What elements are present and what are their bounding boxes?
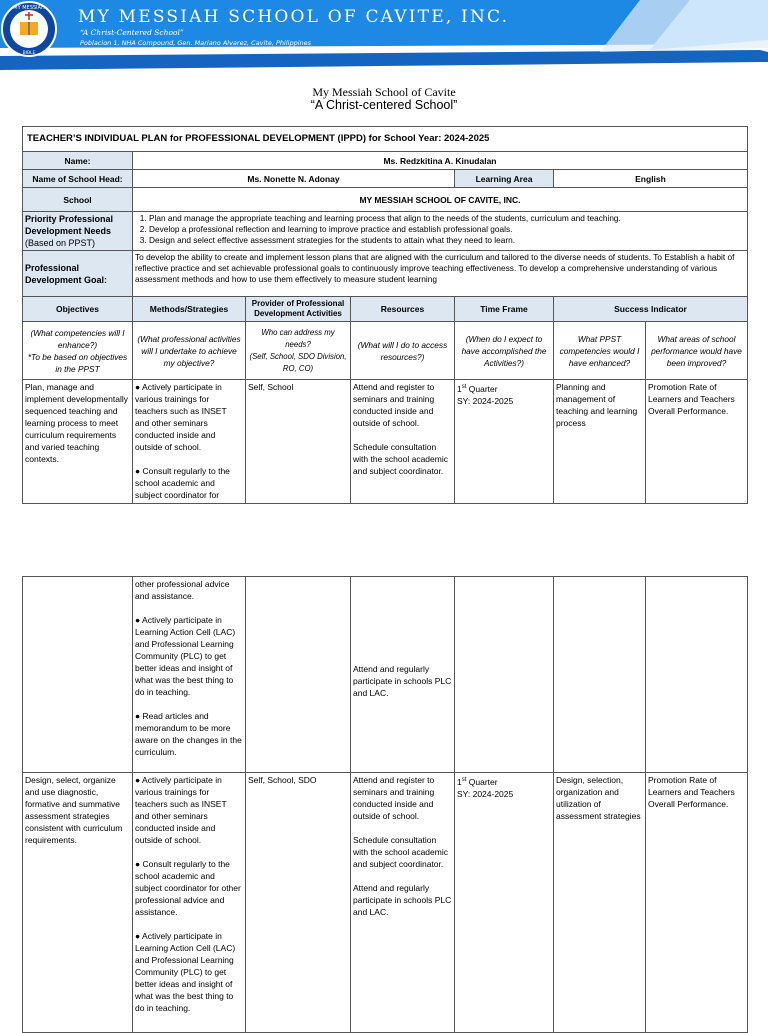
school-value: MY MESSIAH SCHOOL OF CAVITE, INC. (133, 188, 748, 212)
row1-success-school: Promotion Rate of Learners and Teachers Overall Performance. (646, 380, 748, 504)
priority-item: 3. Design and select effective assessment strategies for the students to attain what they need to learn. (149, 235, 745, 246)
priority-list-cell (133, 212, 748, 251)
col-success: Success Indicator (554, 297, 748, 322)
quarter-number: 1 (457, 383, 462, 394)
goal-label: Professional Development Goal: (23, 251, 133, 297)
priority-item: 2. Develop a professional reflection and learning to improve practice and establish professional goals. (149, 224, 745, 235)
resource-item: Attend and register to seminars and training conducted inside and outside of school. (353, 382, 435, 428)
learning-area-label: Learning Area (455, 170, 554, 188)
col-timeframe: Time Frame (455, 297, 554, 322)
row2-methods (133, 773, 246, 1033)
row1-success-ppst: Planning and management of teaching and learning process (554, 380, 646, 504)
priority-label-cell (23, 212, 133, 251)
banner-motto: “A Christ-Centered School” (80, 28, 184, 37)
col-methods: Methods/Strategies (133, 297, 246, 322)
quarter-number: 1 (457, 776, 462, 787)
priority-sub: (Based on PPST) (25, 238, 96, 248)
cont-success-school (646, 577, 748, 773)
row2-success-school: Promotion Rate of Learners and Teachers Overall Performance. (646, 773, 748, 1033)
row1-methods (133, 380, 246, 504)
col-resources: Resources (351, 297, 455, 322)
row2-success-ppst: Design, selection, organization and utilization of assessment strategies (554, 773, 646, 1033)
heading-school: My Messiah School of Cavite (312, 85, 456, 99)
guide-timeframe: (When do I expect to have accomplished the Activities?) (455, 322, 554, 380)
row1-timeframe (455, 380, 554, 504)
col-objectives: Objectives (23, 297, 133, 322)
priority-label: Priority Professional Development Needs (25, 214, 114, 236)
row1-resources (351, 380, 455, 504)
method-item: ● Actively participate in Learning Action Cell (LAC) and Professional Learning Community (PLC) to get better ideas and insight of what was the best thing to do in teaching. (135, 615, 236, 697)
guide-success-ppst: What PPST competencies would I have enhanced? (554, 322, 646, 380)
guide-resources: (What will I do to access resources?) (351, 322, 455, 380)
guide-provider: Who can address my needs? (Self, School, SDO Division, RO, CO) (246, 322, 351, 380)
learning-area-value: English (554, 170, 748, 188)
priority-item: 1. Plan and manage the appropriate teaching and learning process that align to the needs of the students, curriculum and teaching. (149, 213, 745, 224)
resource-item: Attend and register to seminars and training conducted inside and outside of school. (353, 775, 435, 821)
method-item: ● Actively participate in various trainings for teachers such as INSET and other seminars conducted inside and outside of school. (135, 382, 227, 452)
cont-methods (133, 577, 246, 773)
resource-item: Attend and regularly participate in schools PLC and LAC. (353, 883, 452, 917)
cont-objective (23, 577, 133, 773)
method-item: ● Read articles and memorandum to be more aware on the changes in the curriculum. (135, 711, 242, 757)
row1-objective: Plan, manage and implement developmentally sequenced teaching and learning process to meet curriculum requirements and varied teaching contexts. (23, 380, 133, 504)
school-head-label: Name of School Head: (23, 170, 133, 188)
svg-text:BIBLE: BIBLE (22, 51, 36, 56)
method-item: ● Consult regularly to the school academic and subject coordinator for other professional advice and assistance. (135, 859, 241, 917)
guide-success-school: What areas of school performance would have been improved? (646, 322, 748, 380)
method-item: other professional advice and assistance. (135, 579, 230, 601)
row2-provider: Self, School, SDO (246, 773, 351, 1033)
resource-item: Schedule consultation with the school academic and subject coordinator. (353, 442, 448, 476)
school-label: School (23, 188, 133, 212)
svg-text:MY MESSIAH: MY MESSIAH (13, 5, 45, 11)
col-provider: Provider of Professional Development Activities (246, 297, 351, 322)
row1-provider: Self, School (246, 380, 351, 504)
method-item: ● Consult regularly to the school academic and subject coordinator for (135, 466, 230, 500)
guide-objectives: (What competencies will I enhance?) *To be based on objectives in the PPST (23, 322, 133, 380)
resource-item: Schedule consultation with the school academic and subject coordinator. (353, 835, 448, 869)
banner-address: Poblacion 1, NHA Compound, Gen. Mariano Alvarez, Cavite, Philippines (80, 39, 312, 47)
school-year: SY: 2024-2025 (457, 788, 514, 799)
quarter-suffix: st (461, 384, 467, 390)
name-value: Ms. Redzkitina A. Kinudalan (133, 152, 748, 170)
school-head-value: Ms. Nonette N. Adonay (133, 170, 455, 188)
method-item: ● Actively participate in various trainings for teachers such as INSET and other seminars conducted inside and outside of school. (135, 775, 227, 845)
row2-resources (351, 773, 455, 1033)
banner-school-name: MY MESSIAH SCHOOL OF CAVITE, INC. (78, 7, 510, 27)
header-banner (0, 0, 768, 75)
cont-success-ppst (554, 577, 646, 773)
quarter-word: Quarter (466, 383, 498, 394)
goal-value: To develop the ability to create and implement lesson plans that are aligned with the curriculum and tailored to the diverse needs of students. To Establish a habit of reflective practice and set achievable professional goals to continuously improve teaching effectiveness. To develop a comprehensive understanding of various assessment methods and how to use them effectively to measure student learning (133, 251, 748, 297)
table-title: TEACHER’S INDIVIDUAL PLAN for PROFESSIONAL DEVELOPMENT (IPPD) for School Year: 2024-2025 (23, 127, 748, 152)
ippd-table (22, 126, 748, 504)
quarter-word: Quarter (466, 776, 498, 787)
row2-objective: Design, select, organize and use diagnostic, formative and summative assessment strategies consistent with curriculum requirements. (23, 773, 133, 1033)
school-seal-logo (0, 0, 58, 58)
method-item: ● Actively participate in Learning Action Cell (LAC) and Professional Learning Community (PLC) to get better ideas and insight of what was the best thing to do in teaching. (135, 931, 236, 1013)
cont-resources: Attend and regularly participate in schools PLC and LAC. (351, 577, 455, 773)
name-label: Name: (23, 152, 133, 170)
cont-timeframe (455, 577, 554, 773)
row2-timeframe (455, 773, 554, 1033)
school-year: SY: 2024-2025 (457, 395, 514, 406)
priority-list (135, 213, 745, 246)
heading-motto: “A Christ-centered School” (310, 98, 458, 112)
quarter-suffix: st (461, 777, 467, 783)
ippd-table-continued (22, 576, 748, 1033)
cont-provider (246, 577, 351, 773)
guide-methods: (What professional activities will I undertake to achieve my objective? (133, 322, 246, 380)
